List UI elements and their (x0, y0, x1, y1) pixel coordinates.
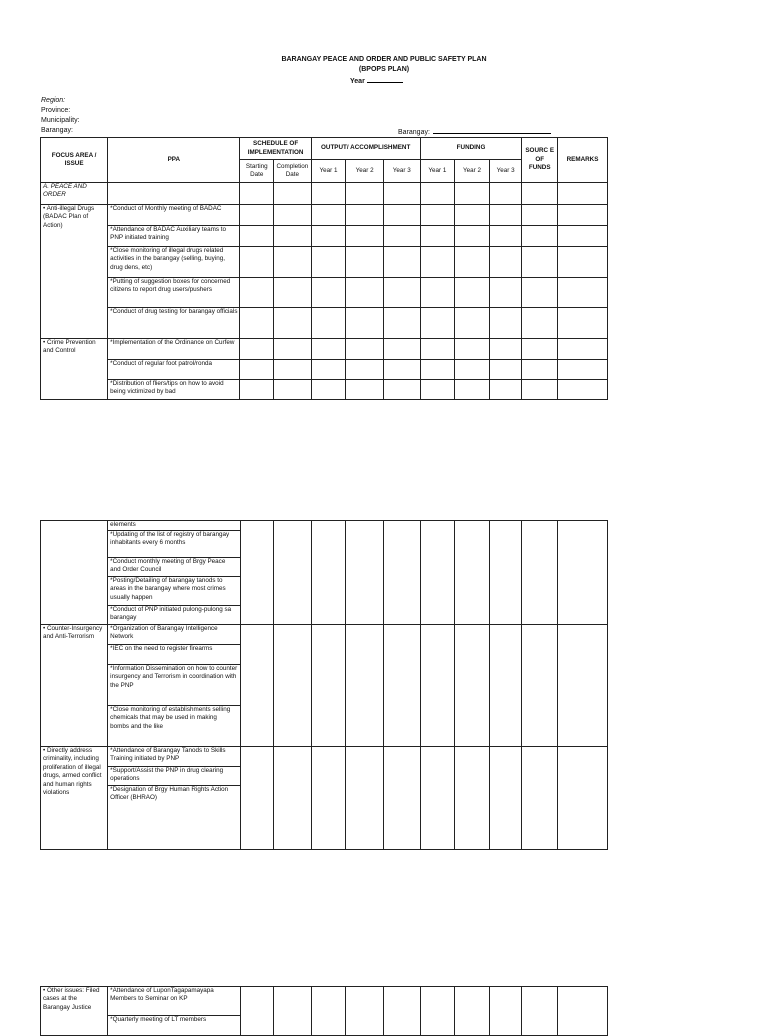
barangay-right-label: Barangay: (398, 129, 430, 136)
col-source-header: SOURC E OF FUNDS (522, 138, 558, 183)
region-label: Region: (41, 97, 66, 104)
col-output-year3: Year 3 (383, 160, 420, 183)
section-a-label: A. PEACE AND ORDER (41, 183, 108, 205)
col-focus-header: FOCUS AREA / ISSUE (41, 138, 108, 183)
ppa-item: *Attendance of BADAC Auxiliary teams to PNP initiated training (108, 226, 240, 247)
bpops-table-page1 (40, 137, 608, 400)
barangay-blank (433, 126, 551, 134)
year-label: Year (350, 78, 365, 85)
ppa-item: *IEC on the need to register firearms (108, 645, 240, 665)
ppa-item: elements (108, 521, 240, 531)
ppa-item: *Distribution of fliers/tips on how to avoid being victimized by bad (108, 380, 240, 400)
focus-continued (41, 521, 108, 625)
municipality-label: Municipality: (41, 117, 80, 124)
col-output-header: OUTPUT/ ACCOMPLISHMENT (311, 138, 420, 160)
col-ppa-header: PPA (108, 138, 240, 183)
table-row (41, 339, 608, 360)
col-starting-date: Starting Date (240, 160, 274, 183)
ppa-item: *Conduct of drug testing for barangay officials (108, 308, 240, 339)
ppa-item: *Attendance of LuponTagapamayapa Members to Seminar on KP (108, 987, 240, 1016)
ppa-item: *Organization of Barangay Intelligence Network (108, 625, 240, 645)
table-row (41, 247, 608, 278)
table-row (41, 278, 608, 308)
plan-title: BARANGAY PEACE AND ORDER AND PUBLIC SAFETY PLAN (281, 56, 487, 63)
col-funding-header: FUNDING (420, 138, 522, 160)
col-completion-date: Completion Date (274, 160, 312, 183)
table-row (41, 226, 608, 247)
ppa-item: *Attendance of Barangay Tanods to Skills Training initiated by PNP (108, 747, 240, 767)
focus-counter-insurgency: • Counter-Insurgency and Anti-Terrorism (41, 625, 108, 747)
table-row (41, 380, 608, 400)
focus-directly-address-criminality: • Directly address criminality, including proliferation of illegal drugs, armed conflict and human rights violations (41, 747, 108, 850)
ppa-item: *Putting of suggestion boxes for concerned citizens to report drug users/pushers (108, 278, 240, 308)
table-row (41, 360, 608, 380)
ppa-item: *Conduct of regular foot patrol/ronda (108, 360, 240, 380)
table-row (41, 183, 608, 205)
year-blank (367, 75, 403, 83)
ppa-item: *Close monitoring of illegal drugs related activities in the barangay (selling, buying, drug dens, etc) (108, 247, 240, 278)
table-row (41, 987, 608, 1016)
table-row (41, 308, 608, 339)
col-output-year2: Year 2 (346, 160, 384, 183)
province-label: Province: (41, 107, 71, 114)
table-row (41, 747, 608, 767)
col-schedule-header: SCHEDULE OF IMPLEMENTATION (240, 138, 311, 160)
barangay-label: Barangay: (41, 127, 73, 134)
ppa-item: *Conduct monthly meeting of Brgy Peace and Order Council (108, 558, 240, 577)
ppa-item: *Designation of Brgy Human Rights Action Officer (BHRAO) (108, 786, 240, 850)
ppa-item: *Quarterly meeting of LT members (108, 1016, 240, 1036)
ppa-item: *Support/Assist the PNP in drug clearing operations (108, 767, 240, 786)
bpops-table-page2 (40, 520, 608, 850)
barangay-field (398, 126, 551, 136)
ppa-item: *Close monitoring of establishments selling chemicals that may be used in making bombs and the like (108, 706, 240, 747)
focus-anti-illegal-drugs: • Anti-illegal Drugs (BADAC Plan of Action) (41, 205, 108, 339)
col-funding-year3: Year 3 (489, 160, 522, 183)
focus-other-issues: • Other issues: Filed cases at the Barangay Justice (41, 987, 108, 1036)
table-row (41, 521, 608, 531)
ppa-item: *Conduct of Monthly meeting of BADAC (108, 205, 240, 226)
col-funding-year2: Year 2 (455, 160, 490, 183)
ppa-item: *Information Dissemination on how to counter insurgency and Terrorism in coordination with the PNP (108, 665, 240, 706)
col-funding-year1: Year 1 (420, 160, 455, 183)
focus-crime-prevention: • Crime Prevention and Control (41, 339, 108, 400)
bpops-table-page3 (40, 986, 608, 1036)
plan-subtitle: (BPOPS PLAN) (358, 66, 410, 73)
ppa-item: *Updating of the list of registry of barangay inhabitants every 6 months (108, 531, 240, 558)
ppa-item: *Implementation of the Ordinance on Curfew (108, 339, 240, 360)
year-field (350, 75, 403, 85)
table-row (41, 625, 608, 645)
ppa-item: *Posting/Detailing of barangay tanods to areas in the barangay where most crimes usually happen (108, 577, 240, 606)
ppa-item: *Conduct of PNP initiated pulong-pulong sa barangay (108, 606, 240, 625)
col-output-year1: Year 1 (311, 160, 346, 183)
col-remarks-header: REMARKS (558, 138, 608, 183)
table-row (41, 205, 608, 226)
